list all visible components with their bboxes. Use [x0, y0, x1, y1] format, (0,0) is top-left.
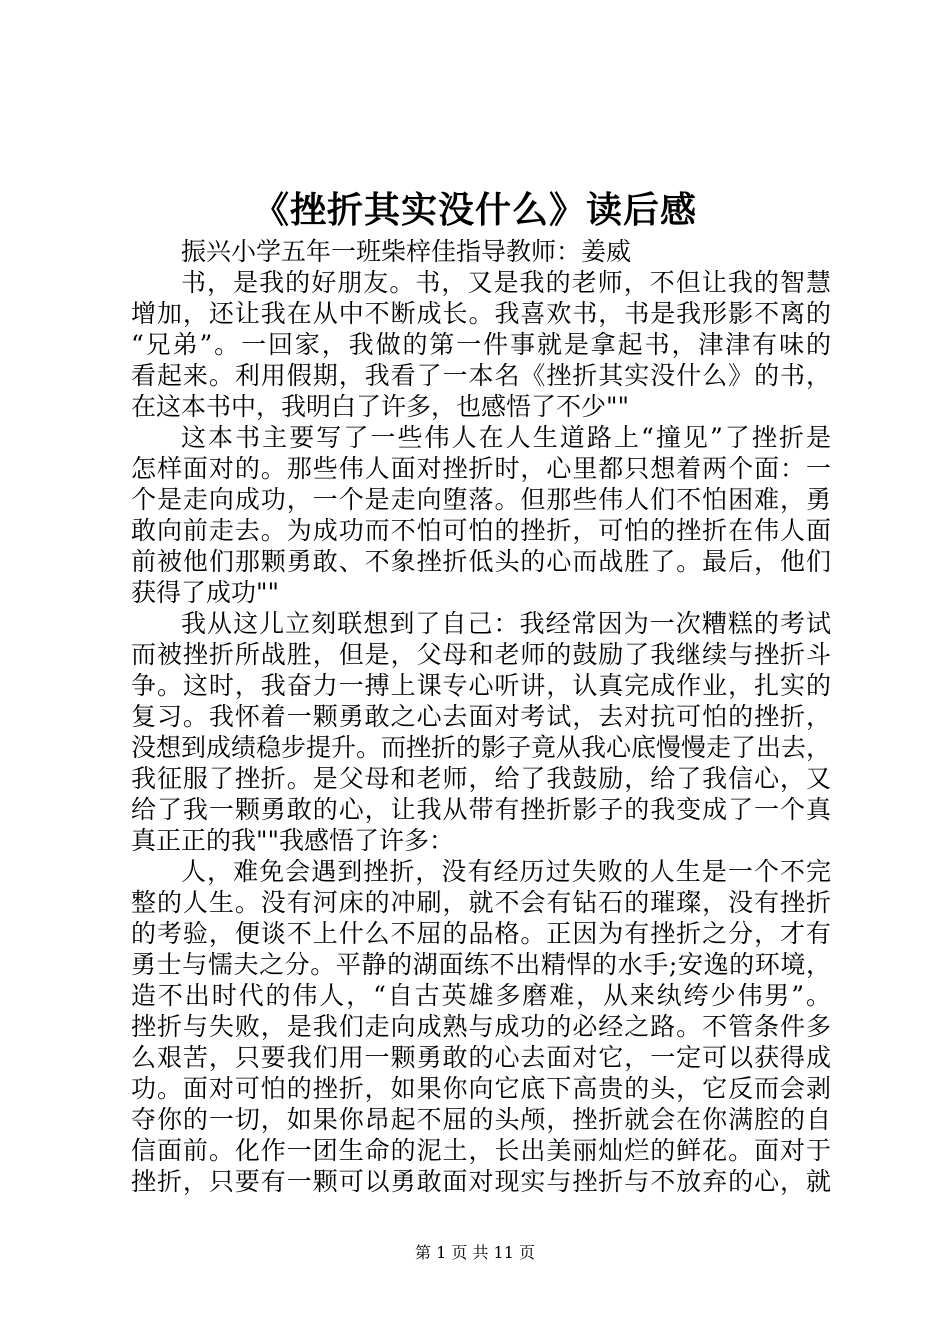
body-line: 书，是我的好朋友。书，又是我的老师，不但让我的智慧: [181, 268, 831, 297]
body-line: 我征服了挫折。是父母和老师，给了我鼓励，给了我信心，又: [131, 764, 831, 793]
body-line: 整的人生。没有河床的冲刷，就不会有钻石的璀璨，没有挫折: [131, 888, 831, 917]
body-line: 给了我一颗勇敢的心，让我从带有挫折影子的我变成了一个真: [131, 795, 831, 824]
body-line: 挫折与失败，是我们走向成熟与成功的必经之路。不管条件多: [131, 1012, 831, 1041]
document-title: 《挫折其实没什么》读后感: [252, 189, 697, 231]
body-line: 而被挫折所战胜，但是，父母和老师的鼓励了我继续与挫折斗: [131, 640, 831, 669]
body-line: 的考验，便谈不上什么不屈的品格。正因为有挫折之分，才有: [131, 919, 831, 948]
body-line: 前被他们那颗勇敢、不象挫折低头的心而战胜了。最后，他们: [131, 547, 831, 576]
body-line: 信面前。化作一团生命的泥土，长出美丽灿烂的鲜花。面对于: [131, 1136, 831, 1165]
body-line: 我从这儿立刻联想到了自己：我经常因为一次糟糕的考试: [181, 609, 831, 638]
body-line: 振兴小学五年一班柴梓佳指导教师：姜威: [181, 237, 632, 266]
body-line: 挫折，只要有一颗可以勇敢面对现实与挫折与不放弃的心，就: [131, 1167, 831, 1196]
body-line: 看起来。利用假期，我看了一本名《挫折其实没什么》的书，: [131, 361, 831, 390]
body-line: 增加，还让我在从中不断成长。我喜欢书，书是我形影不离的: [131, 299, 831, 328]
body-line: 怎样面对的。那些伟人面对挫折时，心里都只想着两个面：一: [131, 454, 831, 483]
body-line: 争。这时，我奋力一搏上课专心听讲，认真完成作业，扎实的: [131, 671, 831, 700]
body-line: 夺你的一切，如果你昂起不屈的头颅，挫折就会在你满腔的自: [131, 1105, 831, 1134]
body-line: “兄弟”。一回家，我做的第一件事就是拿起书，津津有味的: [131, 330, 831, 359]
body-line: 在这本书中，我明白了许多，也感悟了不少"": [131, 392, 629, 421]
body-line: 勇士与懦夫之分。平静的湖面练不出精悍的水手;安逸的环境，: [131, 950, 831, 979]
body-line: 没想到成绩稳步提升。而挫折的影子竟从我心底慢慢走了出去，: [131, 733, 832, 762]
body-line: 复习。我怀着一颗勇敢之心去面对考试，去对抗可怕的挫折，: [131, 702, 831, 731]
page-number: 第 1 页 共 11 页: [415, 1243, 535, 1262]
body-line: 获得了成功"": [131, 578, 279, 607]
body-line: 个是走向成功，一个是走向堕落。但那些伟人们不怕困难，勇: [131, 485, 831, 514]
body-line: 功。面对可怕的挫折，如果你向它底下高贵的头，它反而会剥: [131, 1074, 831, 1103]
body-line: 造不出时代的伟人，“自古英雄多磨难，从来纨绔少伟男”。: [131, 981, 831, 1010]
body-line: 真正正的我""我感悟了许多：: [131, 826, 454, 855]
document-body: [131, 236, 831, 1197]
body-line: 人，难免会遇到挫折，没有经历过失败的人生是一个不完: [181, 857, 831, 886]
body-line: 敢向前走去。为成功而不怕可怕的挫折，可怕的挫折在伟人面: [131, 516, 831, 545]
body-line: 这本书主要写了一些伟人在人生道路上“撞见”了挫折是: [181, 423, 831, 452]
body-line: 么艰苦，只要我们用一颗勇敢的心去面对它，一定可以获得成: [131, 1043, 831, 1072]
